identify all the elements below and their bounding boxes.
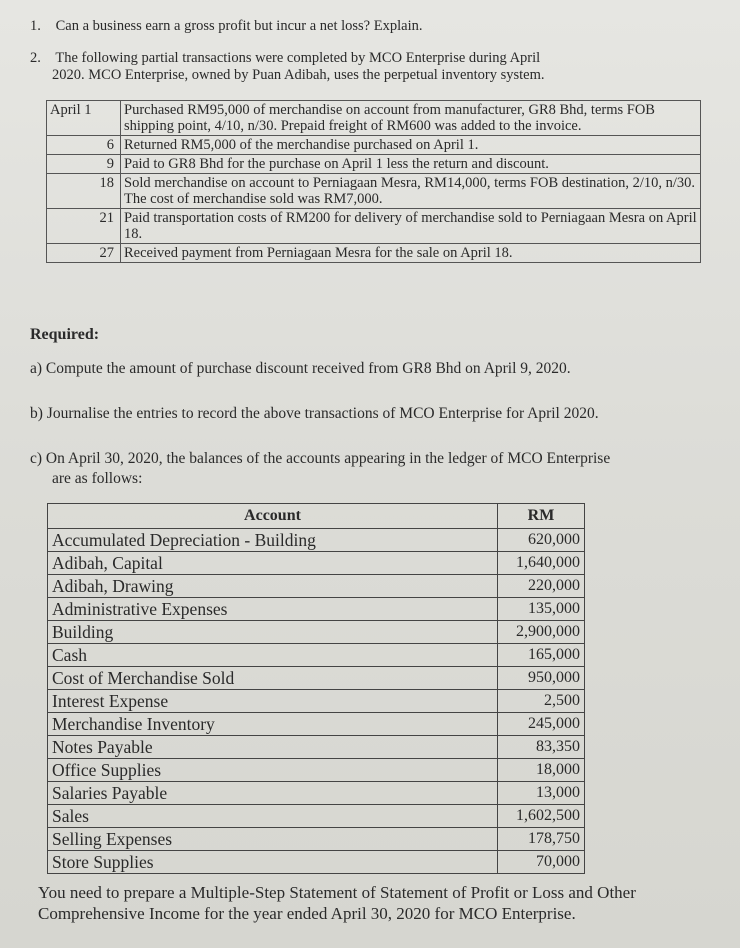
ledger-row: [48, 713, 585, 736]
ledger-account: Office Supplies: [48, 759, 498, 782]
question-2-line2: 2020. MCO Enterprise, owned by Puan Adibah, uses the perpetual inventory system.: [52, 67, 545, 83]
ledger-row: [48, 736, 585, 759]
ledger-account: Cash: [48, 644, 498, 667]
ledger-row: [48, 575, 585, 598]
ledger-row: [48, 782, 585, 805]
ledger-header-account: Account: [48, 504, 498, 529]
transaction-text: Returned RM5,000 of the merchandise purchased on April 1.: [121, 136, 701, 155]
required-part-b: b) Journalise the entries to record the above transactions of MCO Enterprise for April 2020.: [30, 405, 599, 422]
ledger-amount: 2,500: [498, 690, 585, 713]
ledger-account: Sales: [48, 805, 498, 828]
ledger-account: Administrative Expenses: [48, 598, 498, 621]
ledger-amount: 220,000: [498, 575, 585, 598]
ledger-header-amount: RM: [498, 504, 585, 529]
ledger-amount: 2,900,000: [498, 621, 585, 644]
ledger-amount: 83,350: [498, 736, 585, 759]
ledger-amount: 70,000: [498, 851, 585, 874]
ledger-amount: 1,640,000: [498, 552, 585, 575]
ledger-row: [48, 552, 585, 575]
transaction-row: [47, 209, 701, 244]
ledger-account: Merchandise Inventory: [48, 713, 498, 736]
ledger-amount: 13,000: [498, 782, 585, 805]
transaction-date: 21: [47, 209, 121, 244]
required-heading: Required:: [30, 326, 100, 343]
transaction-date: April 1: [47, 101, 121, 136]
transaction-row: [47, 244, 701, 263]
transaction-row: [47, 155, 701, 174]
transaction-row: [47, 136, 701, 155]
transaction-date: 18: [47, 174, 121, 209]
ledger-account: Notes Payable: [48, 736, 498, 759]
final-instruction: You need to prepare a Multiple-Step Statement of Statement of Profit or Loss and Other Comprehensive Income for the year ended April 30, 2020 for MCO Enterprise.: [38, 883, 636, 923]
question-1-number: 1.: [30, 18, 41, 34]
required-part-c: [30, 449, 720, 489]
ledger-amount: 178,750: [498, 828, 585, 851]
question-1: [30, 18, 422, 35]
ledger-amount: 18,000: [498, 759, 585, 782]
ledger-account: Cost of Merchandise Sold: [48, 667, 498, 690]
required-part-c-line2: are as follows:: [52, 470, 143, 487]
ledger-account: Selling Expenses: [48, 828, 498, 851]
ledger-account: Accumulated Depreciation - Building: [48, 529, 498, 552]
ledger-amount: 1,602,500: [498, 805, 585, 828]
question-2-line1: The following partial transactions were completed by MCO Enterprise during April: [55, 50, 541, 66]
ledger-row: [48, 759, 585, 782]
ledger-row: [48, 667, 585, 690]
ledger-amount: 950,000: [498, 667, 585, 690]
ledger-row: [48, 828, 585, 851]
transaction-text: Paid transportation costs of RM200 for delivery of merchandise sold to Perniagaan Mesra on April 18.: [121, 209, 701, 244]
ledger-row: [48, 644, 585, 667]
ledger-amount: 620,000: [498, 529, 585, 552]
ledger-header-row: [48, 504, 585, 529]
ledger-row: [48, 621, 585, 644]
question-2: [30, 50, 680, 84]
transaction-text: Sold merchandise on account to Perniagaan Mesra, RM14,000, terms FOB destination, 2/10, n/30. The cost of merchandise sold was RM7,000.: [121, 174, 701, 209]
ledger-row: [48, 690, 585, 713]
ledger-account: Interest Expense: [48, 690, 498, 713]
ledger-account: Building: [48, 621, 498, 644]
ledger-row: [48, 598, 585, 621]
transaction-date: 6: [47, 136, 121, 155]
transaction-date: 27: [47, 244, 121, 263]
ledger-amount: 165,000: [498, 644, 585, 667]
transaction-text: Received payment from Perniagaan Mesra for the sale on April 18.: [121, 244, 701, 263]
ledger-row: [48, 805, 585, 828]
ledger-row: [48, 851, 585, 874]
required-part-a: a) Compute the amount of purchase discount received from GR8 Bhd on April 9, 2020.: [30, 360, 571, 377]
ledger-account: Salaries Payable: [48, 782, 498, 805]
required-part-c-line1: c) On April 30, 2020, the balances of the accounts appearing in the ledger of MCO Enterprise: [30, 450, 611, 467]
ledger-account: Store Supplies: [48, 851, 498, 874]
ledger-account: Adibah, Capital: [48, 552, 498, 575]
transaction-date: 9: [47, 155, 121, 174]
ledger-account: Adibah, Drawing: [48, 575, 498, 598]
ledger-row: [48, 529, 585, 552]
transaction-row: [47, 174, 701, 209]
question-2-number: 2.: [30, 50, 41, 66]
ledger-balances-table: [47, 503, 585, 874]
transaction-text: Purchased RM95,000 of merchandise on account from manufacturer, GR8 Bhd, terms FOB shipping point, 4/10, n/30. Prepaid freight of RM600 was added to the invoice.: [121, 101, 701, 136]
transaction-text: Paid to GR8 Bhd for the purchase on April 1 less the return and discount.: [121, 155, 701, 174]
transactions-table: [46, 100, 701, 263]
ledger-amount: 135,000: [498, 598, 585, 621]
ledger-amount: 245,000: [498, 713, 585, 736]
transaction-row: [47, 101, 701, 136]
question-1-text: Can a business earn a gross profit but incur a net loss? Explain.: [55, 18, 423, 34]
